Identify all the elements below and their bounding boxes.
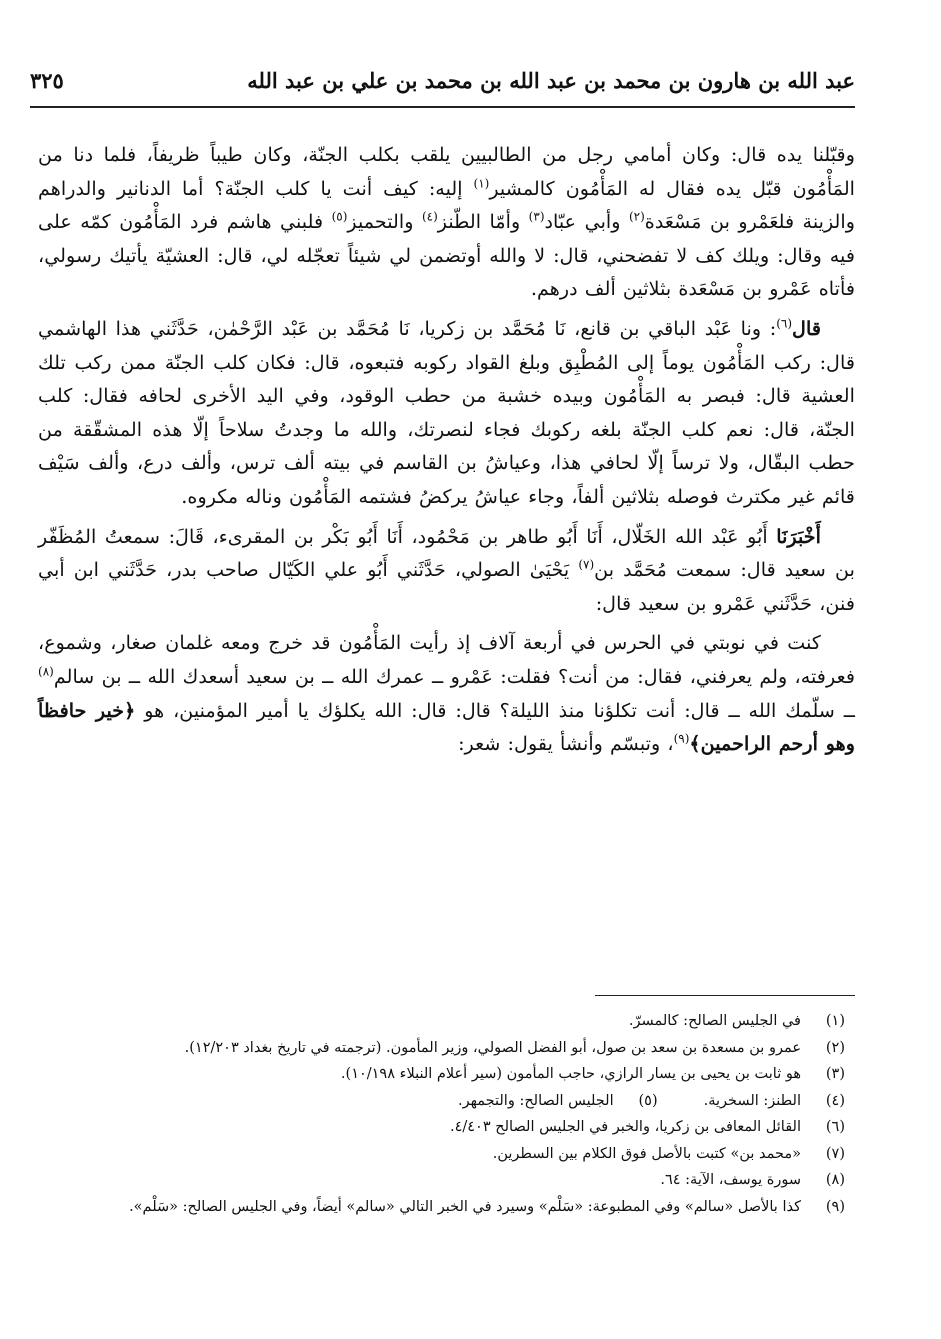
footnote-number: (٦) <box>825 1119 845 1135</box>
footnote-number: (٢) <box>825 1039 845 1056</box>
footnote-number: (٥) <box>638 1092 658 1109</box>
footnote-number: (٤) <box>825 1092 845 1109</box>
footnote-ref-4: (٤) <box>421 209 438 224</box>
paragraph-2-lead: قال <box>792 316 821 340</box>
footnote-text: القائل المعافى بن زكريا، والخبر في الجليس الصالح ٤/٤٠٣. <box>449 1119 801 1135</box>
footnote-ref-7: (٧) <box>578 557 595 572</box>
footnote-4 <box>704 1088 845 1115</box>
footnote-text: الطنز: السخرية. <box>703 1092 801 1109</box>
footnote-ref-9: (٩) <box>673 731 690 746</box>
footnote-2 <box>40 1035 845 1062</box>
paragraph-4-text-c: ، وتبسّم وأنشأ يقول: شعر: <box>458 732 674 756</box>
paragraph-4 <box>38 626 855 760</box>
footnote-8 <box>40 1167 845 1194</box>
footnote-ref-2: (٢) <box>628 209 645 224</box>
paragraph-3-text-a: أَبُو عَبْد الله الخَلّال، أَنَا أَبُو طاهر بن مَحْمُود، أَنَا أَبُو بَكْر بن المقرىء، قَالَ: سمعتُ المُظَفّر بن سعيد قال: سمعت مُحَمَّد بن <box>38 524 855 582</box>
paragraph-3-lead: أَخْبَرَنَا <box>776 524 821 548</box>
footnote-5 <box>458 1088 658 1115</box>
footnote-text: سورة يوسف، الآية: ٦٤. <box>660 1172 801 1188</box>
header-title: عبد الله بن هارون بن محمد بن عبد الله بن محمد بن علي بن عبد الله <box>247 68 855 93</box>
paragraph-2 <box>38 312 855 514</box>
footnote-number: (١) <box>825 1013 845 1029</box>
paragraph-4-text-a: كنت في نوبتي في الحرس في أربعة آلاف إذ رأيت المَأْمُون قد خرج ومعه غلمان صغار، وشموع، فعرفته، ولم يعرفني، فقال: من أنت؟ فقلت: عَمْرو ــ عمرك الله ــ بن سعيد أسعدك الله ــ بن سالم <box>38 631 855 688</box>
footnote-text: كذا بالأصل «سالم» وفي المطبوعة: «سَلْم» وسيرد في الخبر التالي «سالم» أيضاً، وفي الجليس الصالح: «سَلْم». <box>129 1198 801 1215</box>
footnote-number: (٧) <box>825 1145 845 1162</box>
page-number: ٣٢٥ <box>30 68 64 93</box>
footnote-text: في الجليس الصالح: كالمسرّ. <box>628 1013 801 1029</box>
quran-quote: ﴿خير حافظاً وهو أرحم الراحمين﴾ <box>38 698 855 756</box>
footnote-ref-6: (٦) <box>776 316 793 331</box>
footnote-text: الجليس الصالح: والتجمهر. <box>457 1092 614 1109</box>
paragraph-1-text-a: وقبّلنا يده قال: وكان أمامي رجل من الطالبيين يلقب بكلب الجنّة، وكان طيباً ظريفاً، فلما دنا من المَأْمُون قبّل يده فقال له المَأْمُون كالمشير <box>38 143 856 200</box>
footnote-3 <box>40 1061 845 1088</box>
footnote-7 <box>40 1141 845 1168</box>
running-header <box>30 62 855 108</box>
paragraph-2-text: : ونا عَبْد الباقي بن قانع، نَا مُحَمَّد بن زكريا، نَا مُحَمَّد بن عَبْد الرَّحْمٰن، حَدَّثَني هذا الهاشمي قال: ركب المَأْمُون يوماً إلى المُطْبِق وبلغ القواد ركوبه فتبعوه، قال: فكان كلب الجنّة ممن ركب تلك العشية قال: فبصر به المَأْمُون وبيده خشبة من حطب الوقود، وفي اليد الأخرى لحافه فقال: كلب الجنّة، قال: نعم كلب الجنّة بلغه ركوبك فجاء لنصرتك، والله ما وجدتُ سلاحاً إلّا هذه المشقّقة من حطب البقّال، ولا ترساً إلّا لحافي هذا، وعياشُ بن القاسم في بيته ألف ترس، وألف درع، وألف سَيْف قائم غير مكترث فوصله بثلاثين ألفاً، وجاء عياشُ يركضُ فشتمه المَأْمُون وناله مكروه. <box>38 316 855 508</box>
paragraph-3 <box>38 520 855 621</box>
footnote-number: (٣) <box>825 1066 845 1082</box>
footnote-number: (٩) <box>825 1198 845 1215</box>
footnote-ref-3: (٣) <box>528 209 545 224</box>
footnote-ref-5: (٥) <box>331 209 348 224</box>
footnote-9 <box>40 1194 845 1221</box>
footnote-divider <box>595 995 855 996</box>
footnote-text: عمرو بن مسعدة بن سعد بن صول، أبو الفضل الصولي، وزير المأمون. (ترجمته في تاريخ بغداد ١٢/٢٠٣). <box>184 1039 801 1056</box>
footnote-text: «محمد بن» كتبت بالأصل فوق الكلام بين السطرين. <box>492 1145 801 1162</box>
paragraph-3-text-b: يَحْيَىٰ الصولي، حَدَّثَني أَبُو علي الكَيّال صاحب بدر، حَدَّثَني ابن أبي فنن، حَدَّثَني عَمْرو بن سعيد قال: <box>38 558 855 615</box>
paragraph-1 <box>38 138 855 306</box>
paragraph-1-text-c: وأبي عبّاد <box>544 210 629 234</box>
footnote-ref-1: (١) <box>473 176 490 191</box>
footnote-number: (٨) <box>825 1172 845 1188</box>
footnote-6 <box>40 1114 845 1141</box>
paragraph-4-text-b: ــ سلّمك الله ــ قال: أنت تكلؤنا منذ الليلة؟ قال: قال: الله يكلؤك يا أمير المؤمنين، هو <box>135 698 855 722</box>
footnote-ref-8: (٨) <box>38 664 54 679</box>
paragraph-1-text-f: فلبني هاشم فرد المَأْمُون كمّه على فيه وقال: ويلك كف لا تفضحني، قال: لا والله أوتضمن لي شيئاً تعجّله لي، قال: العشيّة يأتيك رسولي، فأتاه عَمْرو بن مَسْعَدة بثلاثين ألف درهم. <box>38 210 855 301</box>
paragraph-1-text-d: وأمّا الطّنز <box>437 210 529 234</box>
footnote-text: هو ثابت بن يحيى بن يسار الرازي، حاجب المأمون (سير أعلام النبلاء ١٠/١٩٨). <box>340 1066 801 1082</box>
paragraph-1-text-b: إليه: كيف أنت يا كلب الجنّة؟ أما الدنانير والدراهم والزينة فلعَمْرو بن مَسْعَدة <box>38 176 856 234</box>
footnote-1 <box>40 1008 845 1035</box>
paragraph-1-text-e: والتحميز <box>347 210 422 234</box>
footnotes <box>40 1008 845 1220</box>
footnote-row-4-5 <box>40 1088 845 1115</box>
main-text <box>38 138 855 767</box>
